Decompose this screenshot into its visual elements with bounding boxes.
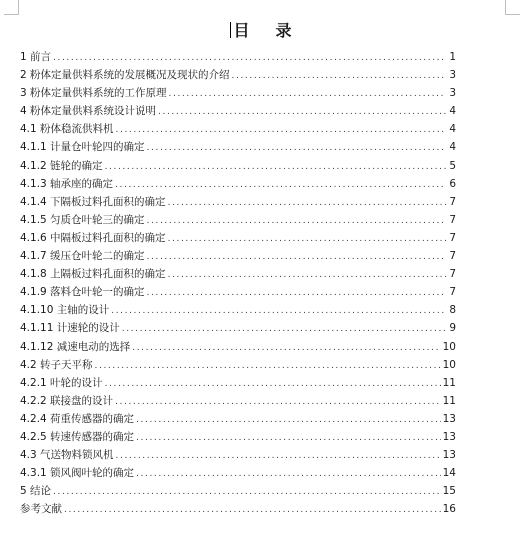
toc-entry[interactable]	[20, 247, 456, 265]
toc-entry-label: 1 前言	[20, 51, 52, 63]
toc-leader-dots	[64, 501, 441, 519]
toc-entry-page-number: 7	[449, 213, 456, 226]
toc-entry-label: 4.1.5 匀质仓叶轮三的确定	[20, 213, 145, 226]
toc-entry[interactable]	[20, 102, 456, 120]
toc-entry-page-number: 4	[449, 105, 456, 118]
toc-entry-page-number: 11	[442, 376, 456, 389]
toc-entry-label: 4.1.4 下隔板过料孔面积的确定	[20, 195, 166, 208]
page-corner-mark-top-right	[505, 0, 520, 15]
toc-leader-dots	[111, 302, 446, 320]
toc-entry-page-number: 13	[442, 449, 456, 462]
toc-leader-dots	[168, 230, 446, 248]
toc-entry-label: 4.1.3 轴承座的确定	[20, 177, 114, 190]
toc-entry-label: 4.1.8 上隔板过料孔面积的确定	[20, 268, 166, 281]
toc-leader-dots	[147, 248, 446, 266]
toc-leader-dots	[115, 393, 441, 411]
toc-title	[0, 18, 524, 41]
toc-entry-page-number: 13	[442, 430, 456, 443]
toc-entry-page-number: 7	[449, 195, 456, 208]
page-corner-mark-top-left	[4, 0, 19, 15]
toc-entry-page-number: 1	[449, 51, 456, 63]
toc-leader-dots	[158, 103, 446, 121]
toc-leader-dots	[169, 85, 446, 103]
table-of-contents	[20, 48, 456, 518]
toc-entry-label: 3 粉体定量供料系统的工作原理	[20, 87, 167, 100]
toc-entry[interactable]	[20, 374, 456, 392]
toc-entry-page-number: 14	[442, 467, 456, 480]
toc-entry-page-number: 3	[449, 69, 456, 82]
toc-entry[interactable]	[20, 138, 456, 156]
toc-entry-page-number: 11	[442, 394, 456, 407]
toc-entry[interactable]	[20, 428, 456, 446]
toc-entry-page-number: 13	[442, 412, 456, 425]
toc-title-right: 录	[275, 21, 294, 40]
toc-entry-label: 4.2.4 荷重传感器的确定	[20, 412, 135, 425]
toc-entry-label: 4.1 粉体稳流供料机	[20, 123, 114, 136]
toc-entry[interactable]	[20, 500, 456, 518]
toc-entry-page-number: 10	[442, 340, 456, 353]
text-cursor	[230, 22, 231, 38]
toc-entry-label: 4.1.12 减速电动的选择	[20, 340, 131, 353]
toc-leader-dots	[147, 284, 446, 302]
toc-entry-page-number: 8	[449, 304, 456, 317]
toc-entry-label: 4.1.2 链轮的确定	[20, 159, 103, 172]
toc-entry-page-number: 7	[449, 268, 456, 281]
toc-entry[interactable]	[20, 356, 456, 374]
toc-entry-page-number: 4	[449, 141, 456, 154]
toc-entry[interactable]	[20, 120, 456, 138]
toc-leader-dots	[116, 447, 441, 465]
toc-leader-dots	[105, 375, 441, 393]
toc-entry[interactable]	[20, 301, 456, 319]
toc-entry-label: 参考文献	[20, 503, 62, 516]
toc-leader-dots	[147, 212, 446, 230]
toc-entry[interactable]	[20, 319, 456, 337]
toc-entry-label: 4.1.9 落料仓叶轮一的确定	[20, 286, 145, 299]
toc-entry-label: 4.2.5 转速传感器的确定	[20, 430, 135, 443]
toc-leader-dots	[122, 320, 446, 338]
toc-leader-dots	[168, 266, 446, 284]
toc-entry[interactable]	[20, 211, 456, 229]
toc-entry-label: 4.1.10 主轴的设计	[20, 304, 110, 317]
toc-entry[interactable]	[20, 193, 456, 211]
toc-entry-page-number: 16	[442, 503, 456, 516]
toc-entry[interactable]	[20, 446, 456, 464]
toc-entry-page-number: 6	[449, 177, 456, 190]
toc-leader-dots	[168, 194, 446, 212]
toc-entry-label: 4.1.6 中隔板过料孔面积的确定	[20, 231, 166, 244]
toc-entry-page-number: 7	[449, 250, 456, 263]
toc-entry-label: 2 粉体定量供料系统的发展概况及现状的介绍	[20, 69, 230, 82]
toc-entry-page-number: 7	[449, 231, 456, 244]
toc-entry-label: 4.2 转子天平称	[20, 358, 93, 371]
toc-entry-label: 4.3 气送物料锁风机	[20, 449, 114, 462]
toc-entry-page-number: 3	[449, 87, 456, 100]
toc-entry-page-number: 15	[442, 485, 456, 498]
toc-entry[interactable]	[20, 229, 456, 247]
toc-entry[interactable]	[20, 48, 456, 66]
toc-leader-dots	[116, 121, 446, 139]
toc-entry[interactable]	[20, 175, 456, 193]
toc-entry-page-number: 10	[442, 358, 456, 371]
toc-entry-page-number: 4	[449, 123, 456, 136]
toc-entry-page-number: 7	[449, 286, 456, 299]
toc-leader-dots	[95, 357, 441, 375]
toc-leader-dots	[105, 158, 446, 176]
toc-entry[interactable]	[20, 410, 456, 428]
toc-leader-dots	[136, 429, 441, 447]
toc-entry-label: 5 结论	[20, 485, 52, 498]
toc-entry-label: 4 粉体定量供料系统设计说明	[20, 105, 157, 118]
toc-entry[interactable]	[20, 84, 456, 102]
toc-leader-dots	[53, 49, 446, 67]
toc-entry[interactable]	[20, 338, 456, 356]
toc-title-left: 目	[233, 21, 252, 40]
toc-leader-dots	[132, 339, 440, 357]
toc-entry[interactable]	[20, 392, 456, 410]
toc-entry-label: 4.3.1 锁风阀叶轮的确定	[20, 467, 135, 480]
toc-entry-page-number: 5	[449, 159, 456, 172]
toc-entry-label: 4.2.2 联接盘的设计	[20, 394, 114, 407]
toc-entry[interactable]	[20, 464, 456, 482]
toc-entry[interactable]	[20, 157, 456, 175]
toc-entry[interactable]	[20, 283, 456, 301]
toc-entry-label: 4.1.7 缓压仓叶轮二的确定	[20, 250, 145, 263]
toc-entry-page-number: 9	[449, 322, 456, 335]
toc-leader-dots	[147, 139, 446, 157]
toc-entry[interactable]	[20, 66, 456, 84]
toc-entry-label: 4.2.1 叶轮的设计	[20, 376, 103, 389]
toc-leader-dots	[232, 67, 446, 85]
toc-leader-dots	[136, 411, 441, 429]
toc-leader-dots	[53, 483, 441, 501]
toc-entry-label: 4.1.1 计量仓叶轮四的确定	[20, 141, 145, 154]
toc-leader-dots	[136, 465, 441, 483]
toc-entry[interactable]	[20, 482, 456, 500]
toc-entry-label: 4.1.11 计速轮的设计	[20, 322, 120, 335]
toc-leader-dots	[115, 176, 446, 194]
toc-entry[interactable]	[20, 265, 456, 283]
